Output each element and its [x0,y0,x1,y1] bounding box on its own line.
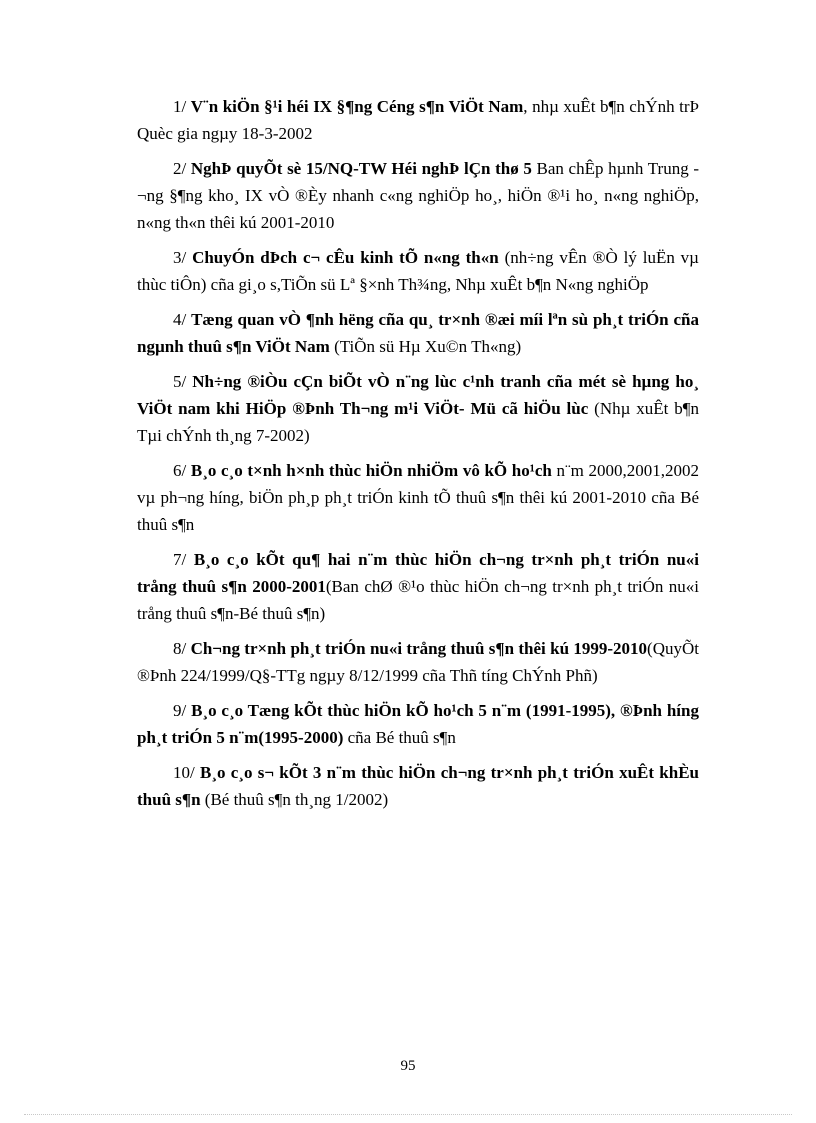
reference-title: B¸o c¸o kÕt qu¶ hai n¨m thùc hiÖn ch¬ng tr×nh ph¸t triÓn nu«i trång thuû s¶n 2000-2001 [137,550,699,596]
reference-detail: , nhµ xuÊt b¶n chÝnh trÞ Quèc gia ngµy 18-3-2002 [137,97,699,143]
reference-detail: (nh÷ng vÊn ®Ò lý luËn vµ thùc tiÔn) cña gi¸o s,TiÕn sü Lª §×nh Th¾ng, Nhµ xuÊt b¶n N«ng nghiÖp [137,248,699,294]
reference-item [137,457,699,538]
reference-title: V¨n kiÖn §¹i héi IX §¶ng Céng s¶n ViÖt Nam [190,97,524,116]
reference-item [137,155,699,236]
reference-item [137,759,699,813]
reference-list [137,93,699,821]
reference-title: Ch¬ng tr×nh ph¸t triÓn nu«i trång thuû s¶n thêi kú 1999-2010 [190,639,648,658]
reference-number: 7/ [173,550,194,569]
reference-detail: (Ban chØ ®¹o thùc hiÖn ch¬ng tr×nh ph¸t triÓn nu«i trång thuû s¶n-Bé thuû s¶n) [137,577,699,623]
reference-number: 1/ [173,97,191,116]
reference-item [137,93,699,147]
reference-number: 4/ [173,310,192,329]
reference-detail: cña Bé thuû s¶n [343,728,456,747]
reference-item [137,697,699,751]
reference-number: 2/ [173,159,191,178]
reference-title: B¸o c¸o t×nh h×nh thùc hiÖn nhiÖm vô kÕ ho¹ch [190,461,552,480]
reference-number: 10/ [173,763,200,782]
reference-item [137,306,699,360]
reference-title: Nh÷ng ®iÒu cÇn biÕt vÒ n¨ng lùc c¹nh tranh cña mét sè hµng ho¸ ViÖt nam khi HiÖp ®Þnh Th¬ng m¹i ViÖt- Mü cã hiÖu lùc [137,372,699,418]
reference-item [137,546,699,627]
reference-number: 3/ [173,248,193,267]
reference-number: 9/ [173,701,192,720]
reference-detail: (TiÕn sü Hµ Xu©n Th«ng) [329,337,522,356]
reference-item [137,635,699,689]
reference-detail: Ban chÊp hµnh Trung ¬ng §¶ng kho¸ IX vÒ ®Èy nhanh c«ng nghiÖp ho¸, hiÖn ®¹i ho¸ n«ng nghiÖp, n«ng th«n thêi kú 2001-2010 [137,159,700,232]
reference-title: NghÞ quyÕt sè 15/NQ-TW Héi nghÞ lÇn thø 5 [190,159,532,178]
reference-detail: (Bé thuû s¶n th¸ng 1/2002) [200,790,389,809]
page-bottom-divider [24,1114,792,1115]
reference-title: B¸o c¸o s¬ kÕt 3 n¨m thùc hiÖn ch¬ng tr×nh ph¸t triÓn xuÊt khÈu thuû s¶n [137,763,699,809]
reference-detail: (Nhµ xuÊt b¶n Tµi chÝnh th¸ng 7-2002) [137,399,699,445]
reference-detail: (QuyÕt ®Þnh 224/1999/Q§-TTg ngµy 8/12/1999 cña Thñ tíng ChÝnh Phñ) [137,639,699,685]
reference-number: 6/ [173,461,191,480]
reference-number: 8/ [173,639,191,658]
reference-number: 5/ [173,372,193,391]
reference-item [137,244,699,298]
reference-title: B¸o c¸o Tæng kÕt thùc hiÖn kÕ ho¹ch 5 n¨m (1991-1995), ®Þnh híng ph¸t triÓn 5 n¨m(1995-2000) [137,701,699,747]
reference-title: Tæng quan vÒ ¶nh hëng cña qu¸ tr×nh ®æi míi lªn sù ph¸t triÓn cña ngµnh thuû s¶n ViÖt Nam [137,310,699,356]
reference-detail: n¨m 2000,2001,2002 vµ ph¬ng híng, biÖn ph¸p ph¸t triÓn kinh tÕ thuû s¶n thêi kú 2001-2010 cña Bé thuû s¶n [137,461,700,534]
page-number: 95 [400,1058,416,1074]
reference-title: ChuyÓn dÞch c¬ cÊu kinh tÕ n«ng th«n [192,248,499,267]
reference-item [137,368,699,449]
